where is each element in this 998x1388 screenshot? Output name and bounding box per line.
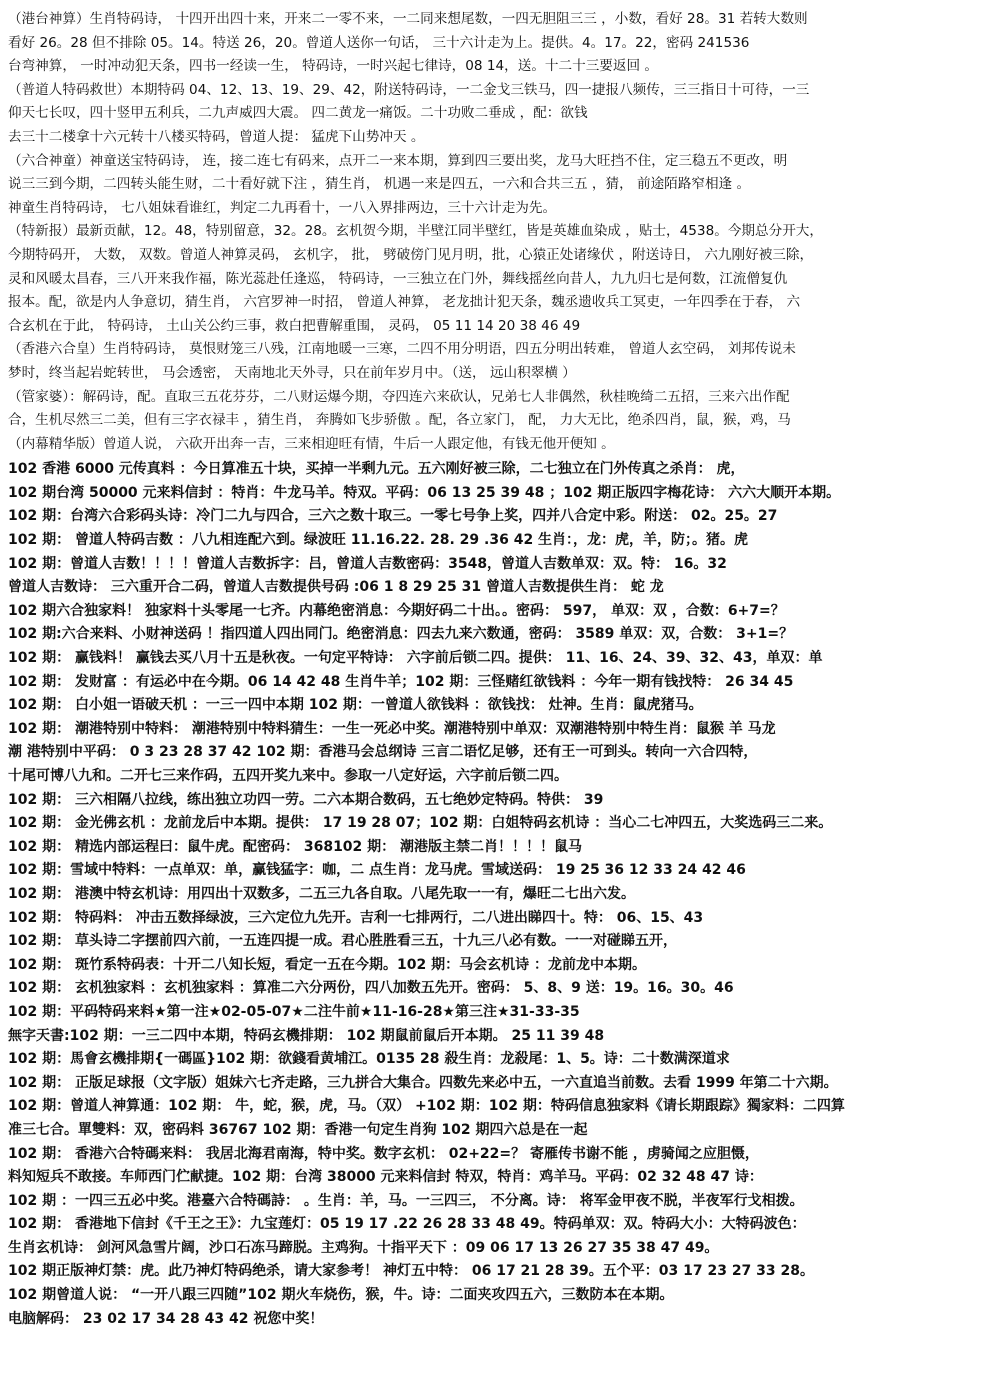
text-line: 102 期：曾道人吉数！！！！曾道人吉数拆字：吕，曾道人吉数密码：3548，曾道人吉数单双：双。特： 16。32	[8, 555, 727, 572]
text-line: 说三三到今期，二四转头能生财，二十看好就下注 ，猜生肖， 机遇一来是四五，一六和合共三五 ，猜， 前途陌路窄相逢 。	[8, 176, 751, 193]
text-line: 102 期： 白小姐一语破天机 ：一三一四中本期 102 期：一曾道人欲钱料 ：欲钱找： 灶神。生肖：鼠虎猪马。	[8, 697, 703, 714]
text-line: 去三十二楼拿十六元转十八楼买特码，曾道人提： 猛虎下山势冲天 。	[8, 128, 425, 145]
text-line: （特新报）最新贡献，12。48，特别留意，32。28。玄机贺今期，半壁江同半壁红，皆是英雄血染成 ，贴士，4538。今期总分开大，	[8, 223, 823, 240]
text-line: 102 期： 曾道人特码吉数 ：八九相连配六到。绿波旺 11.16.22. 28. 29 .36 42 生肖：，龙：虎，羊，防；。猪。虎	[8, 532, 749, 549]
text-line: 准三七合。單雙料：双，密码料 36767 102 期：香港一句定生肖狗 102 期四六总是在一起	[8, 1121, 588, 1138]
text-line: 102 期： 发财富 ：有运必中在今期。06 14 42 48 生肖牛羊；102 期：三怪赌红欲钱料 ：今年一期有钱找特： 26 34 45	[8, 673, 794, 690]
text-line: 102 期六合独家料！ 独家料十头零尾一七齐。内幕绝密消息：今期好码二十出。。密码： 597， 单双：双 ，合数：6+7=？	[8, 602, 785, 619]
text-line: （六合神童）神童送宝特码诗， 连，接二连七有码来，点开二一来本期，算到四三要出奖，龙马大旺挡不住，定三稳五不更改，明	[8, 152, 788, 169]
text-line: （内幕精华版）曾道人说， 六砍开出奔一吉，三来相迎旺有情，牛后一人跟定他，有钱无他开便知 。	[8, 435, 615, 452]
text-line: 报本。配，欲是内人争意切，猜生肖， 六宫罗神一时招， 曾道人神算， 老龙拙计犯天条，魏丞遗收兵工冥吏，一年四季在于春， 六	[8, 294, 801, 311]
text-line: 102 期:六合来料、小财神送码 ！指四道人四出同门。绝密消息：四去九来六数通，密码： 3589 单双：双，合数： 3+1=？	[8, 626, 794, 643]
text-line: 102 期： 精选内部运程曰：鼠牛虎。配密码： 368102 期： 潮港版主禁二肖！！！！鼠马	[8, 838, 583, 855]
text-line: 102 期： 香港六合特碼来料： 我居北海君南海，特中奖。数字玄机： 02+22=？ 寄雁传书谢不能 ，虏骑闻之应胆慑，	[8, 1145, 759, 1162]
text-line: 神童生肖特码诗， 七八姐妹看谁红，判定二九再看十，一八入界排两边，三十六计走为先。	[8, 199, 557, 216]
text-line: 102 期： 正版足球报（文字版）姐妹六七齐走路，三九拼合大集合。四数先来必中五，一六直追当前数。去看 1999 年第二十六期。	[8, 1074, 838, 1091]
text-line: 102 期： 三六相隔八拉线，练出独立功四一劳。二六本期合数码，五七绝妙定特码。特供： 39	[8, 791, 604, 808]
text-line: 102 期： 金光佛玄机 ：龙前龙后中本期。提供： 17 19 28 07；102 期：白姐特码玄机诗 ：当心二七冲四五，大奖选码三二来。	[8, 815, 833, 832]
text-line: 102 期： 港澳中特玄机诗：用四出十双数多，二五三九各自取。八尾先取一一有，爆旺二七出六发。	[8, 885, 635, 902]
text-line: 十尾可博八九和。二开七三来作码，五四开奖九来中。参取一八定好运，六字前后锁二四。	[8, 768, 568, 784]
text-line: 料知短兵不敢接。车师西门伫献捷。102 期：台湾 38000 元来料信封 特双，特肖：鸡羊马。平码：02 32 48 47 诗：	[8, 1169, 763, 1186]
text-line: 102 期： 草头诗二字摆前四六前，一五连四提一成。君心胜胜看三五，十九三八必有数。一一对碰睇五开，	[8, 933, 677, 950]
text-line: 102 期：雪域中特料：一点单双：单，赢钱猛字：咖，二 点生肖：龙马虎。雪域送码： 19 25 36 12 33 24 42 46	[8, 862, 746, 879]
text-line: 潮 港特别中平码： 0 3 23 28 37 42 102 期：香港马会总纲诗 三言二语忆足够，还有王一可到头。转向一六合四特，	[8, 744, 758, 761]
text-line: 看好 26。28 但不排除 05。14。特送 26，20。曾道人送你一句话， 三十六计走为上。提供。4。17。22，密码 241536	[8, 34, 750, 51]
text-line: 灵和风暖太昌春，三八开来我作福，陈光蕊赴任逢巡， 特码诗，一三独立在门外，舞线摇丝向昔人，九九归七是何数，江流僧复仇	[8, 270, 788, 287]
text-line: 合，生机尽然三二美，但有三字衣禄丰 ，猜生肖， 奔腾如飞步骄傲 。配，各立家门， 配， 力大无比，绝杀四肖，鼠，猴，鸡，马	[8, 412, 791, 429]
text-line: 102 期 ：一四三五必中奖。港臺六合特碼詩： 。生肖：羊，马。一三四三， 不分离。诗： 将军金甲夜不脱，半夜军行戈相拨。	[8, 1192, 804, 1209]
text-line: 102 期曾道人说： “一开八跟三四随”102 期火车烧伤，猴，牛。诗：二面夹攻四五六，三数防本在本期。	[8, 1287, 674, 1304]
text-line: （香港六合皇）生肖特码诗， 莫恨财笼三八残，江南地暖一三寒，二四不用分明语，四五分明出转难， 曾道人玄空码， 刘邦传说未	[8, 341, 796, 358]
forecast-section-top	[8, 8, 990, 456]
text-line: 102 期： 香港地下信封《千王之王》：九宝莲灯：05 19 17 .22 26 28 33 48 49。特码单双：双。特码大小：大特码波色：	[8, 1216, 806, 1233]
forecast-section-102	[8, 458, 990, 1331]
text-line: 無字天書:102 期：一三二四中本期，特码玄機排期： 102 期鼠前鼠后开本期。 25 11 39 48	[8, 1027, 605, 1044]
text-line: 仰天七长叹，四十竖甲五利兵，二九声威四大震。 四二黄龙一痛饭。二十功败二垂成 ，配：欲钱	[8, 105, 588, 122]
text-line: 102 期： 潮港特别中特料： 潮港特别中特料猜生：一生一死必中奖。潮港特别中单双：双潮港特别中特生肖：鼠猴 羊 马龙	[8, 720, 776, 737]
text-line: 102 期： 斑竹系特码表：十开二八知长短，看定一五在今期。102 期：马会玄机诗 ：龙前龙中本期。	[8, 956, 646, 973]
text-line: （管家婆）：解码诗，配。直取三五花芬芬，二八财运爆今期，夺四连六来砍认，兄弟七人非偶然，秋桂晚绮二五招，三来六出作配	[8, 388, 790, 405]
text-line: 生肖玄机诗： 剑河风急雪片阔，沙口石冻马蹄脱。主鸡狗。十指平天下 ：09 06 17 13 26 27 35 38 47 49。	[8, 1239, 719, 1256]
text-line: （港台神算）生肖特码诗， 十四开出四十来，开来二一零不来，一二同来想尾数，一四无胆阻三三 ，小数，看好 28。31 若转大数则	[8, 11, 808, 27]
text-line: 102 期：平码特码来料★第一注★02-05-07★二注牛前★11-16-28★第三注★31-33-35	[8, 1003, 580, 1020]
text-line: 102 期：馬會玄機排期{一碼區}102 期：欲錢看黄埔江。0135 28 殺生肖：龙殺尾：1、5。诗：二十数满深道求	[8, 1051, 730, 1068]
text-line: 电脑解码： 23 02 17 34 28 43 42 祝您中奖！	[8, 1310, 324, 1327]
text-line: 102 期： 赢钱料！ 赢钱去买八月十五是秋夜。一句定平特诗： 六字前后锁二四。提供： 11、16、24、39、32、43，单双：单	[8, 650, 823, 667]
text-line: 102 期： 玄机独家料 ：玄机独家料 ：算准二六分两份，四八加数五先开。密码： 5、8、9 送：19。16。30。46	[8, 980, 734, 997]
text-line: 今期特码开， 大数， 双数。曾道人神算灵码， 玄机字， 批， 劈破傍门见月明，批，心猿正处诸缘伏 ，附送诗日， 六九刚好被三除，	[8, 246, 814, 263]
text-line: 102 期： 特码料： 冲击五数择绿波，三六定位九先开。吉利一七排两行，二八进出睇四十。特： 06、15、43	[8, 909, 704, 926]
text-line: 梦时，终当起岩蛇转世， 马会透密， 天南地北天外寻，只在前年岁月中。（送， 远山积翠横 ）	[8, 364, 576, 381]
text-line: 曾道人吉数诗： 三六重开合二码，曾道人吉数提供号码 :06 1 8 29 25 31 曾道人吉数提供生肖： 蛇 龙	[8, 579, 664, 596]
text-line: 102 期：台湾六合彩码头诗：冷门二九与四合，三六之数十取三。一零七号争上奖，四并八合定中彩。附送： 02。25。27	[8, 508, 778, 525]
text-line: 合玄机在于此， 特码诗， 土山关公约三事，救白把曹解重围， 灵码， 05 11 14 20 38 46 49	[8, 317, 581, 334]
text-line: 102 期正版神灯禁：虎。此乃神灯特码绝杀，请大家参考！ 神灯五中特： 06 17 21 28 39。五个平：03 17 23 27 33 28。	[8, 1263, 815, 1280]
text-line: 102 期台湾 50000 元来料信封 ：特肖：牛龙马羊。特双。平码：06 13 25 39 48 ；102 期正版四字梅花诗： 六六大顺开本期。	[8, 484, 841, 501]
text-line: （普道人特码救世）本期特码 04、12、13、19、29、42，附送特码诗，一二金戈三铁马，四一捷报八频传，三三指日十可待，一三	[8, 81, 810, 98]
text-line: 102 香港 6000 元传真料 ：今日算准五十块，买掉一半剩九元。五六刚好被三除，二七独立在门外传真之杀肖： 虎，	[8, 461, 745, 478]
document-page	[8, 8, 990, 1331]
text-line: 102 期：曾道人神算通：102 期： 牛，蛇，猴，虎，马。（双） +102 期：102 期：特码信息独家料《请长期跟踪》獨家料：二四算	[8, 1098, 845, 1115]
text-line: 台弯神算， 一时冲动犯天条，四书一经读一生， 特码诗，一时兴起七律诗，08 14，送。十二十三要返回 。	[8, 58, 659, 75]
